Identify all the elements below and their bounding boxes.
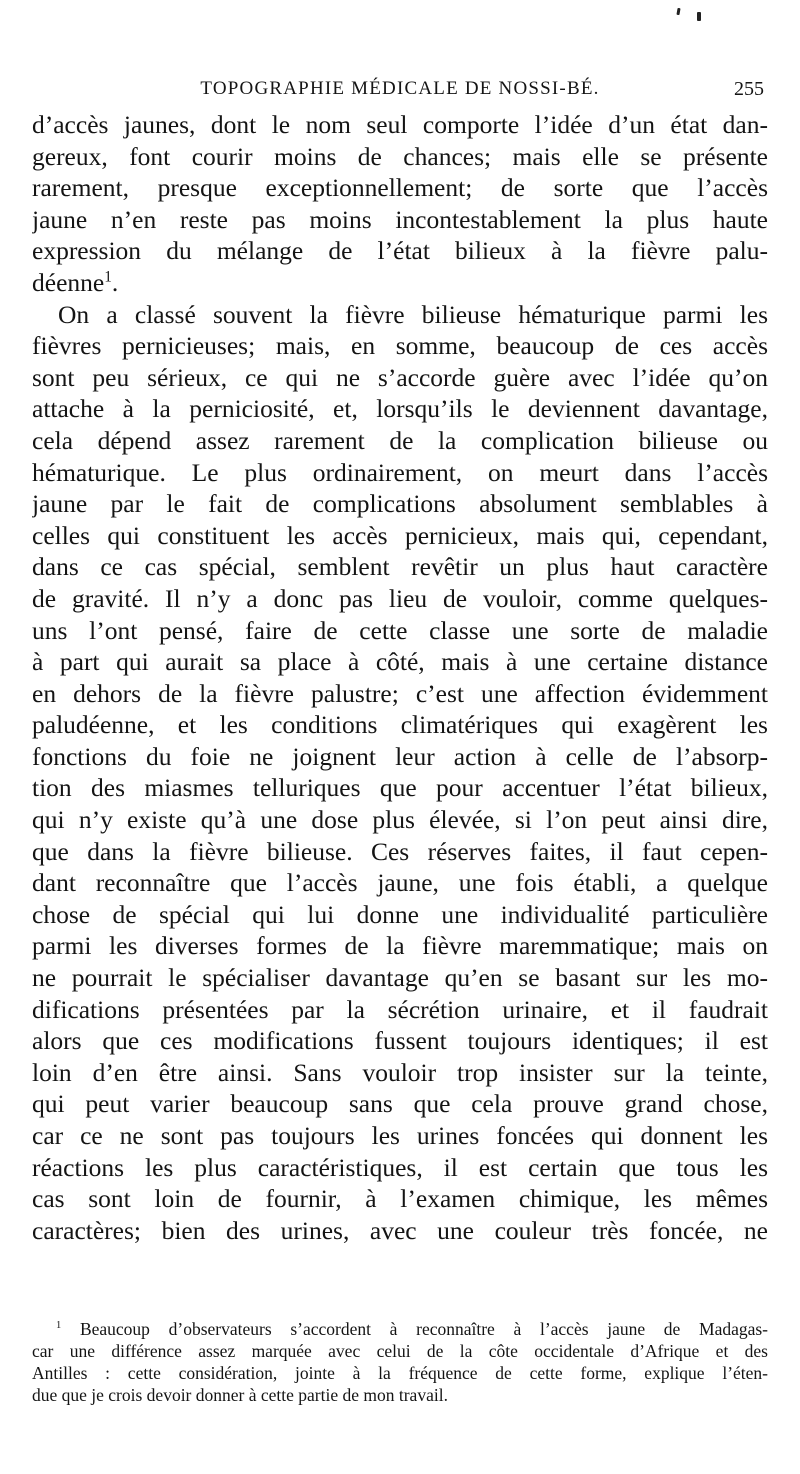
text-line: cela dépend assez rarement de la complication bilieuse ou — [32, 425, 768, 455]
text-line: ne pourrait le spécialiser davantage qu’en se basant sur les mo- — [32, 963, 768, 993]
text-line: caractères; bien des urines, avec une couleur très foncée, ne — [32, 1215, 768, 1245]
text-line: jaune par le fait de complications absolument semblables à — [32, 489, 768, 519]
text-line: celles qui constituent les accès pernicieux, mais qui, cependant, — [32, 520, 768, 550]
text-line: rarement, presque exceptionnellement; de sorte que l’accès — [32, 173, 768, 203]
text-line-fragment: déenne — [32, 267, 105, 297]
text-line: alors que ces modifications fussent toujours identiques; il est — [32, 1026, 768, 1056]
text-line: tion des miasmes telluriques que pour accentuer l’état bilieux, — [32, 773, 768, 803]
text-line: attache à la perniciosité, et, lorsqu’ils le deviennent davantage, — [32, 394, 768, 424]
text-line: cas sont loin de fournir, à l’examen chimique, les mêmes — [32, 1184, 768, 1214]
body-text — [32, 109, 768, 1246]
text-line: paludéenne, et les conditions climatériques qui exagèrent les — [32, 710, 768, 740]
footnote-line — [32, 1318, 768, 1340]
text-line: difications présentées par la sécrétion urinaire, et il faudrait — [32, 994, 768, 1024]
print-speck — [676, 8, 680, 15]
text-line: gereux, font courir moins de chances; mais elle se présente — [32, 141, 768, 171]
text-line: hématurique. Le plus ordinairement, on meurt dans l’accès — [32, 457, 768, 487]
text-line-fragment: . — [111, 267, 119, 297]
page-number: 255 — [734, 78, 764, 100]
text-line: dant reconnaître que l’accès jaune, une fois établi, a quelque — [32, 868, 768, 898]
text-line: loin d’en être ainsi. Sans vouloir trop insister sur la teinte, — [32, 1057, 768, 1087]
text-line: sont peu sérieux, ce qui ne s’accorde guère avec l’idée qu’on — [32, 362, 768, 392]
text-line: réactions les plus caractéristiques, il est certain que tous les — [32, 1152, 768, 1182]
text-line: de gravité. Il n’y a donc pas lieu de vouloir, comme quelques- — [32, 583, 768, 613]
footnote-line-text: Beaucoup d’observateurs s’accordent à reconnaître à l’accès jaune de Madagas- — [79, 1319, 768, 1339]
text-line: chose de spécial qui lui donne une individualité particulière — [32, 899, 768, 929]
text-line: fièvres pernicieuses; mais, en somme, beaucoup de ces accès — [32, 331, 768, 361]
print-speck — [697, 12, 701, 21]
text-line: qui peut varier beaucoup sans que cela prouve grand chose, — [32, 1089, 768, 1119]
footnote-marker: 1 — [56, 1320, 62, 1332]
text-line: car ce ne sont pas toujours les urines foncées qui donnent les — [32, 1121, 768, 1150]
text-line: d’accès jaunes, dont le nom seul comporte l’idée d’un état dan- — [32, 110, 768, 139]
running-title: TOPOGRAPHIE MÉDICALE DE NOSSI-BÉ. — [200, 78, 600, 99]
text-line: uns l’ont pensé, faire de cette classe une sorte de maladie — [32, 615, 768, 645]
footnote — [32, 1318, 768, 1406]
text-line: dans ce cas spécial, semblent revêtir un plus haut caractère — [32, 552, 768, 582]
text-line: qui n’y existe qu’à une dose plus élevée, si l’on peut ainsi dire, — [32, 805, 768, 835]
text-line: parmi les diverses formes de la fièvre maremmatique; mais on — [32, 931, 768, 961]
footnote-reference: 1 — [104, 268, 112, 286]
text-line-paragraph-start: On a classé souvent la fièvre bilieuse hématurique parmi les — [58, 299, 768, 329]
footnote-line: due que je crois devoir donner à cette partie de mon travail. — [32, 1385, 448, 1405]
footnote-line: car une différence assez marquée avec celui de la côte occidentale d’Afrique et des — [32, 1341, 768, 1361]
footnote-line: Antilles : cette considération, jointe à la fréquence de cette forme, explique l’éten- — [32, 1363, 768, 1383]
text-line: jaune n’en reste pas moins incontestablement la plus haute — [32, 204, 768, 234]
text-line: expression du mélange de l’état bilieux à la fièvre palu- — [32, 236, 768, 266]
text-line: que dans la fièvre bilieuse. Ces réserves faites, il faut cepen- — [32, 836, 768, 866]
text-line: fonctions du foie ne joignent leur action à celle de l’absorp- — [32, 741, 768, 771]
text-line: à part qui aurait sa place à côté, mais à une certaine distance — [32, 647, 768, 677]
text-line: en dehors de la fièvre palustre; c’est une affection évidemment — [32, 678, 768, 708]
page-header — [32, 74, 768, 104]
text-line-paragraph-end — [32, 267, 768, 299]
